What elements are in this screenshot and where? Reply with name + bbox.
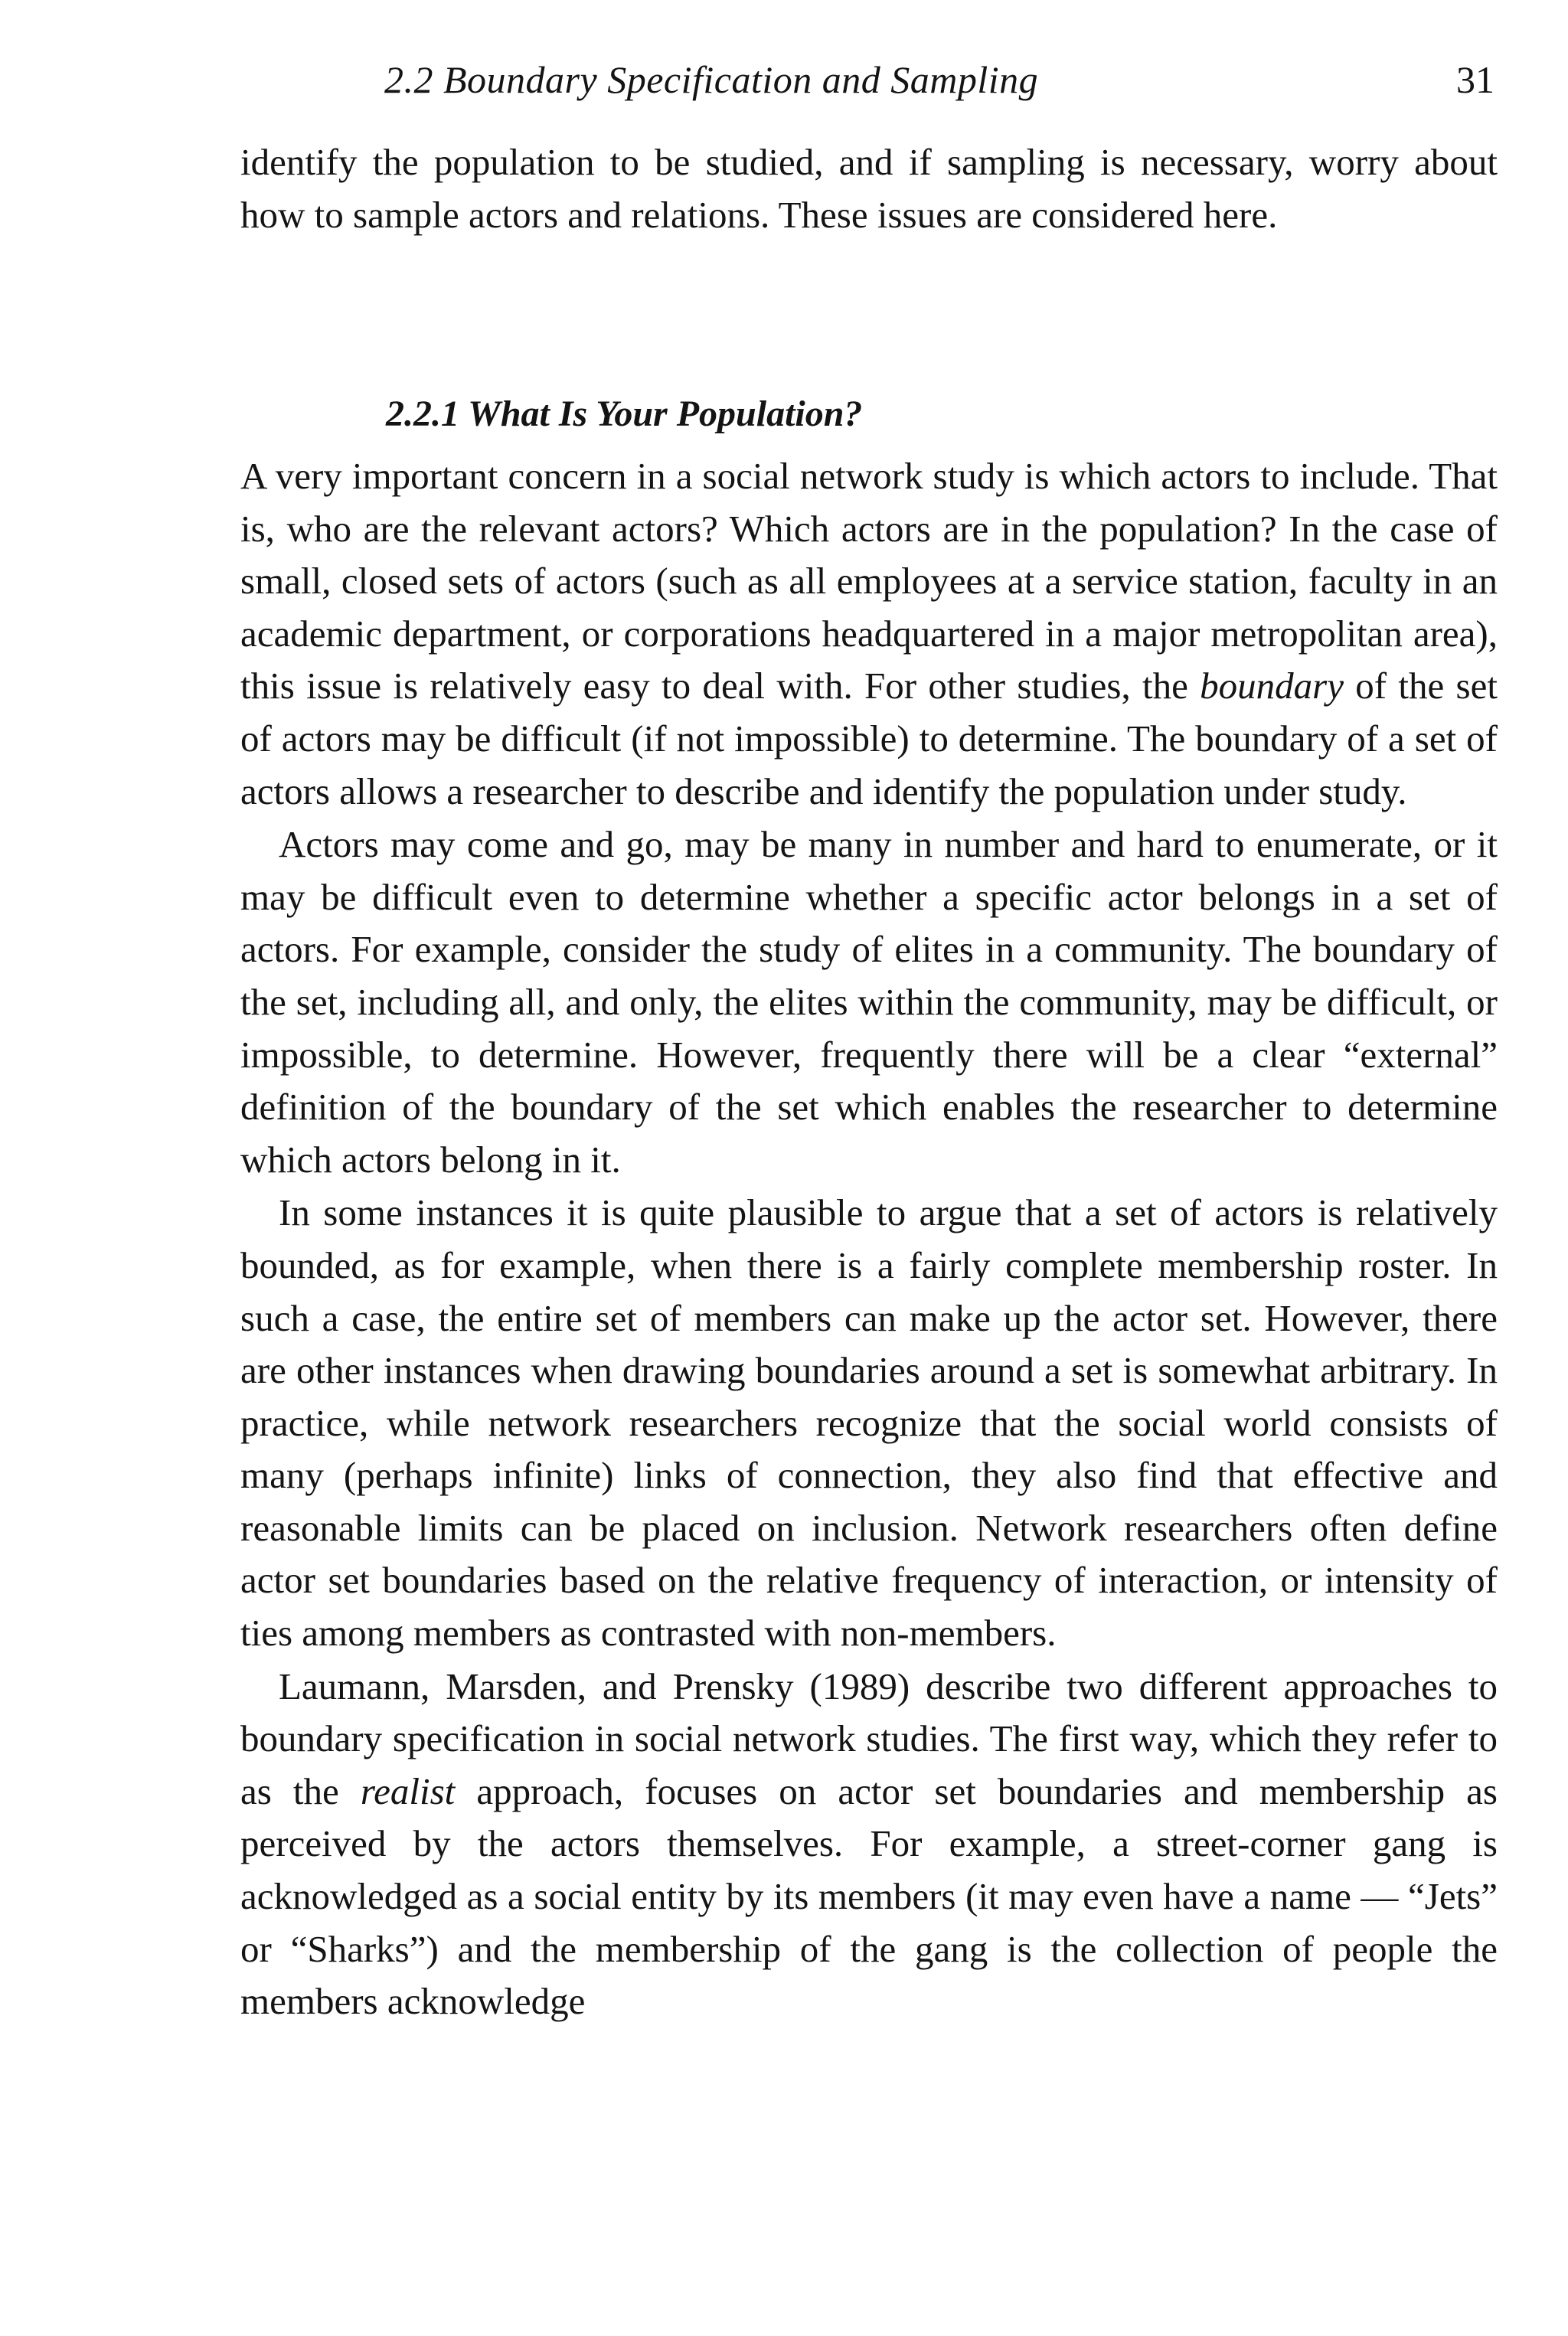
paragraph-population: [240, 450, 1498, 818]
section-heading: 2.2.1 What Is Your Population?: [386, 394, 863, 434]
emphasis-boundary: boundary: [1200, 665, 1344, 707]
paragraph-actors-come-and-go: Actors may come and go, may be many in number and hard to enumerate, or it may be difficult even to determine whether a specific actor belongs in a set of actors. For example, consider the study of elites in a community. The boundary of the set, including all, and only, the elites within the community, may be difficult, or impossible, to determine. However, frequently there will be a clear “external” definition of the boundary of the set which enables the researcher to determine which actors belong in it.: [240, 823, 1498, 1181]
paragraph-realist-approach: [240, 1661, 1498, 2028]
intro-text-block: [240, 136, 1498, 241]
intro-paragraph: identify the population to be studied, and if sampling is necessary, worry about how to sample actors and relations. These issues are considered here.: [240, 141, 1498, 236]
page-number: 31: [1456, 58, 1494, 101]
paragraph-text: approach, focuses on actor set boundaries and membership as perceived by the actors themselves. For example, a street-corner gang is acknowledged as a social entity by its members (it may even have a name — “Jets” or “Sharks”) and the membership of the gang is the collection of people the members acknowledge: [240, 1769, 1498, 2023]
running-head-title: 2.2 Boundary Specification and Sampling: [384, 58, 1039, 101]
paragraph-text: A very important concern in a social network study is which actors to include. That is, who are the relevant actors? Which actors are in the population? In the case of small, closed sets of actors (such as all employees at a service station, faculty in an academic department, or corporations headquartered in a major metropolitan area), this issue is relatively easy to deal with. For other studies, the: [240, 455, 1498, 707]
paragraph-text: Laumann, Marsden, and Prensky (1989) describe two different approaches to boundary specification in social network studies. The first way, which they refer to as the: [240, 1665, 1498, 1812]
paragraph-text: of the set of actors may be difficult (if not impossible) to determine. The boundary of a set of actors allows a researcher to describe and identify the population under study.: [240, 665, 1498, 812]
paragraph-bounded-sets: In some instances it is quite plausible to argue that a set of actors is relatively bounded, as for example, when there is a fairly complete membership roster. In such a case, the entire set of members can make up the actor set. However, there are other instances when drawing boundaries around a set is somewhat arbitrary. In practice, while network researchers recognize that the social world consists of many (perhaps infinite) links of connection, they also find that effective and reasonable limits can be placed on inclusion. Network researchers often define actor set boundaries based on the relative frequency of interaction, or intensity of ties among members as contrasted with non-members.: [240, 1191, 1498, 1655]
section-body: [240, 450, 1498, 2028]
emphasis-realist: realist: [360, 1769, 456, 1812]
